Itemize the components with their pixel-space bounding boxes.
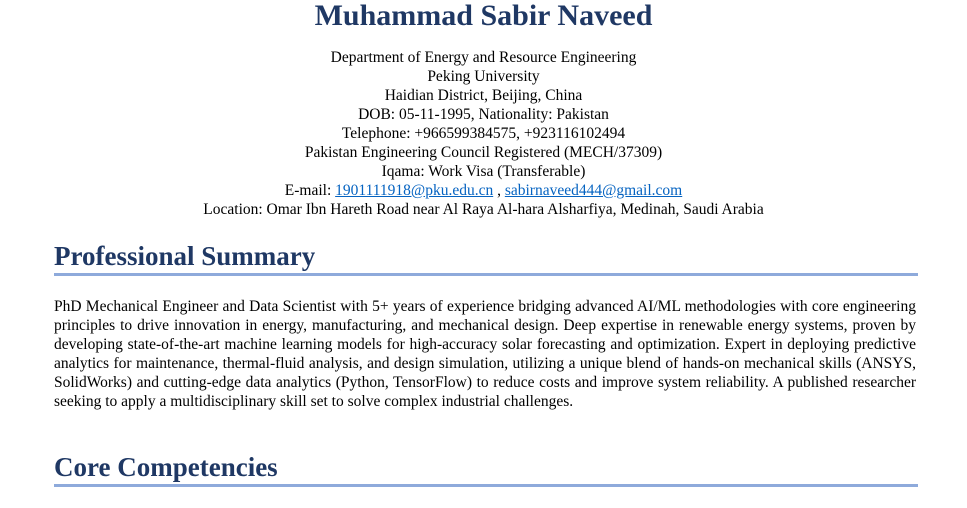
professional-summary-text: PhD Mechanical Engineer and Data Scientist with 5+ years of experience bridging advanced AI/ML methodologies with core engineering principles to drive innovation in energy, manufacturing, and mechanical design. Deep expertise in renewable energy systems, proven by developing state-of-the-art machine learning models for high-accuracy solar forecasting and optimization. Expert in deploying predictive analytics for maintenance, thermal-fluid analysis, and design simulation, utilizing a unique blend of hands-on mechanical skills (ANSYS, SolidWorks) and cutting-edge data analytics (Python, TensorFlow) to reduce costs and improve system reliability. A published researcher seeking to apply a multidisciplinary skill set to solve complex industrial challenges.: [54, 298, 916, 410]
university-line: Peking University: [427, 68, 540, 85]
professional-summary-rule: [54, 273, 918, 276]
dob-nationality-line: DOB: 05-11-1995, Nationality: Pakistan: [358, 106, 609, 123]
core-competencies-heading: Core Competencies: [54, 452, 278, 482]
department-line: Department of Energy and Resource Engineering: [330, 49, 637, 66]
telephone-line: Telephone: +966599384575, +923116102494: [341, 125, 626, 142]
candidate-name: Muhammad Sabir Naveed: [314, 0, 653, 32]
location-line: Location: Omar Ibn Hareth Road near Al Raya Al-hara Alsharfiya, Medinah, Saudi Arabia: [203, 201, 764, 218]
email-link-pku[interactable]: 1901111918@pku.edu.cn: [335, 182, 494, 199]
address-line: Haidian District, Beijing, China: [384, 87, 583, 104]
contact-block: [0, 48, 967, 219]
core-competencies-rule: [54, 484, 918, 487]
iqama-line: Iqama: Work Visa (Transferable): [381, 163, 586, 180]
professional-summary-heading: Professional Summary: [54, 241, 316, 271]
email-link-gmail[interactable]: sabirnaveed444@gmail.com: [504, 182, 683, 199]
email-separator: ,: [493, 182, 505, 199]
pec-registration-line: Pakistan Engineering Council Registered (MECH/37309): [304, 144, 663, 161]
email-line: [0, 181, 967, 200]
email-label: E-mail:: [284, 182, 336, 199]
